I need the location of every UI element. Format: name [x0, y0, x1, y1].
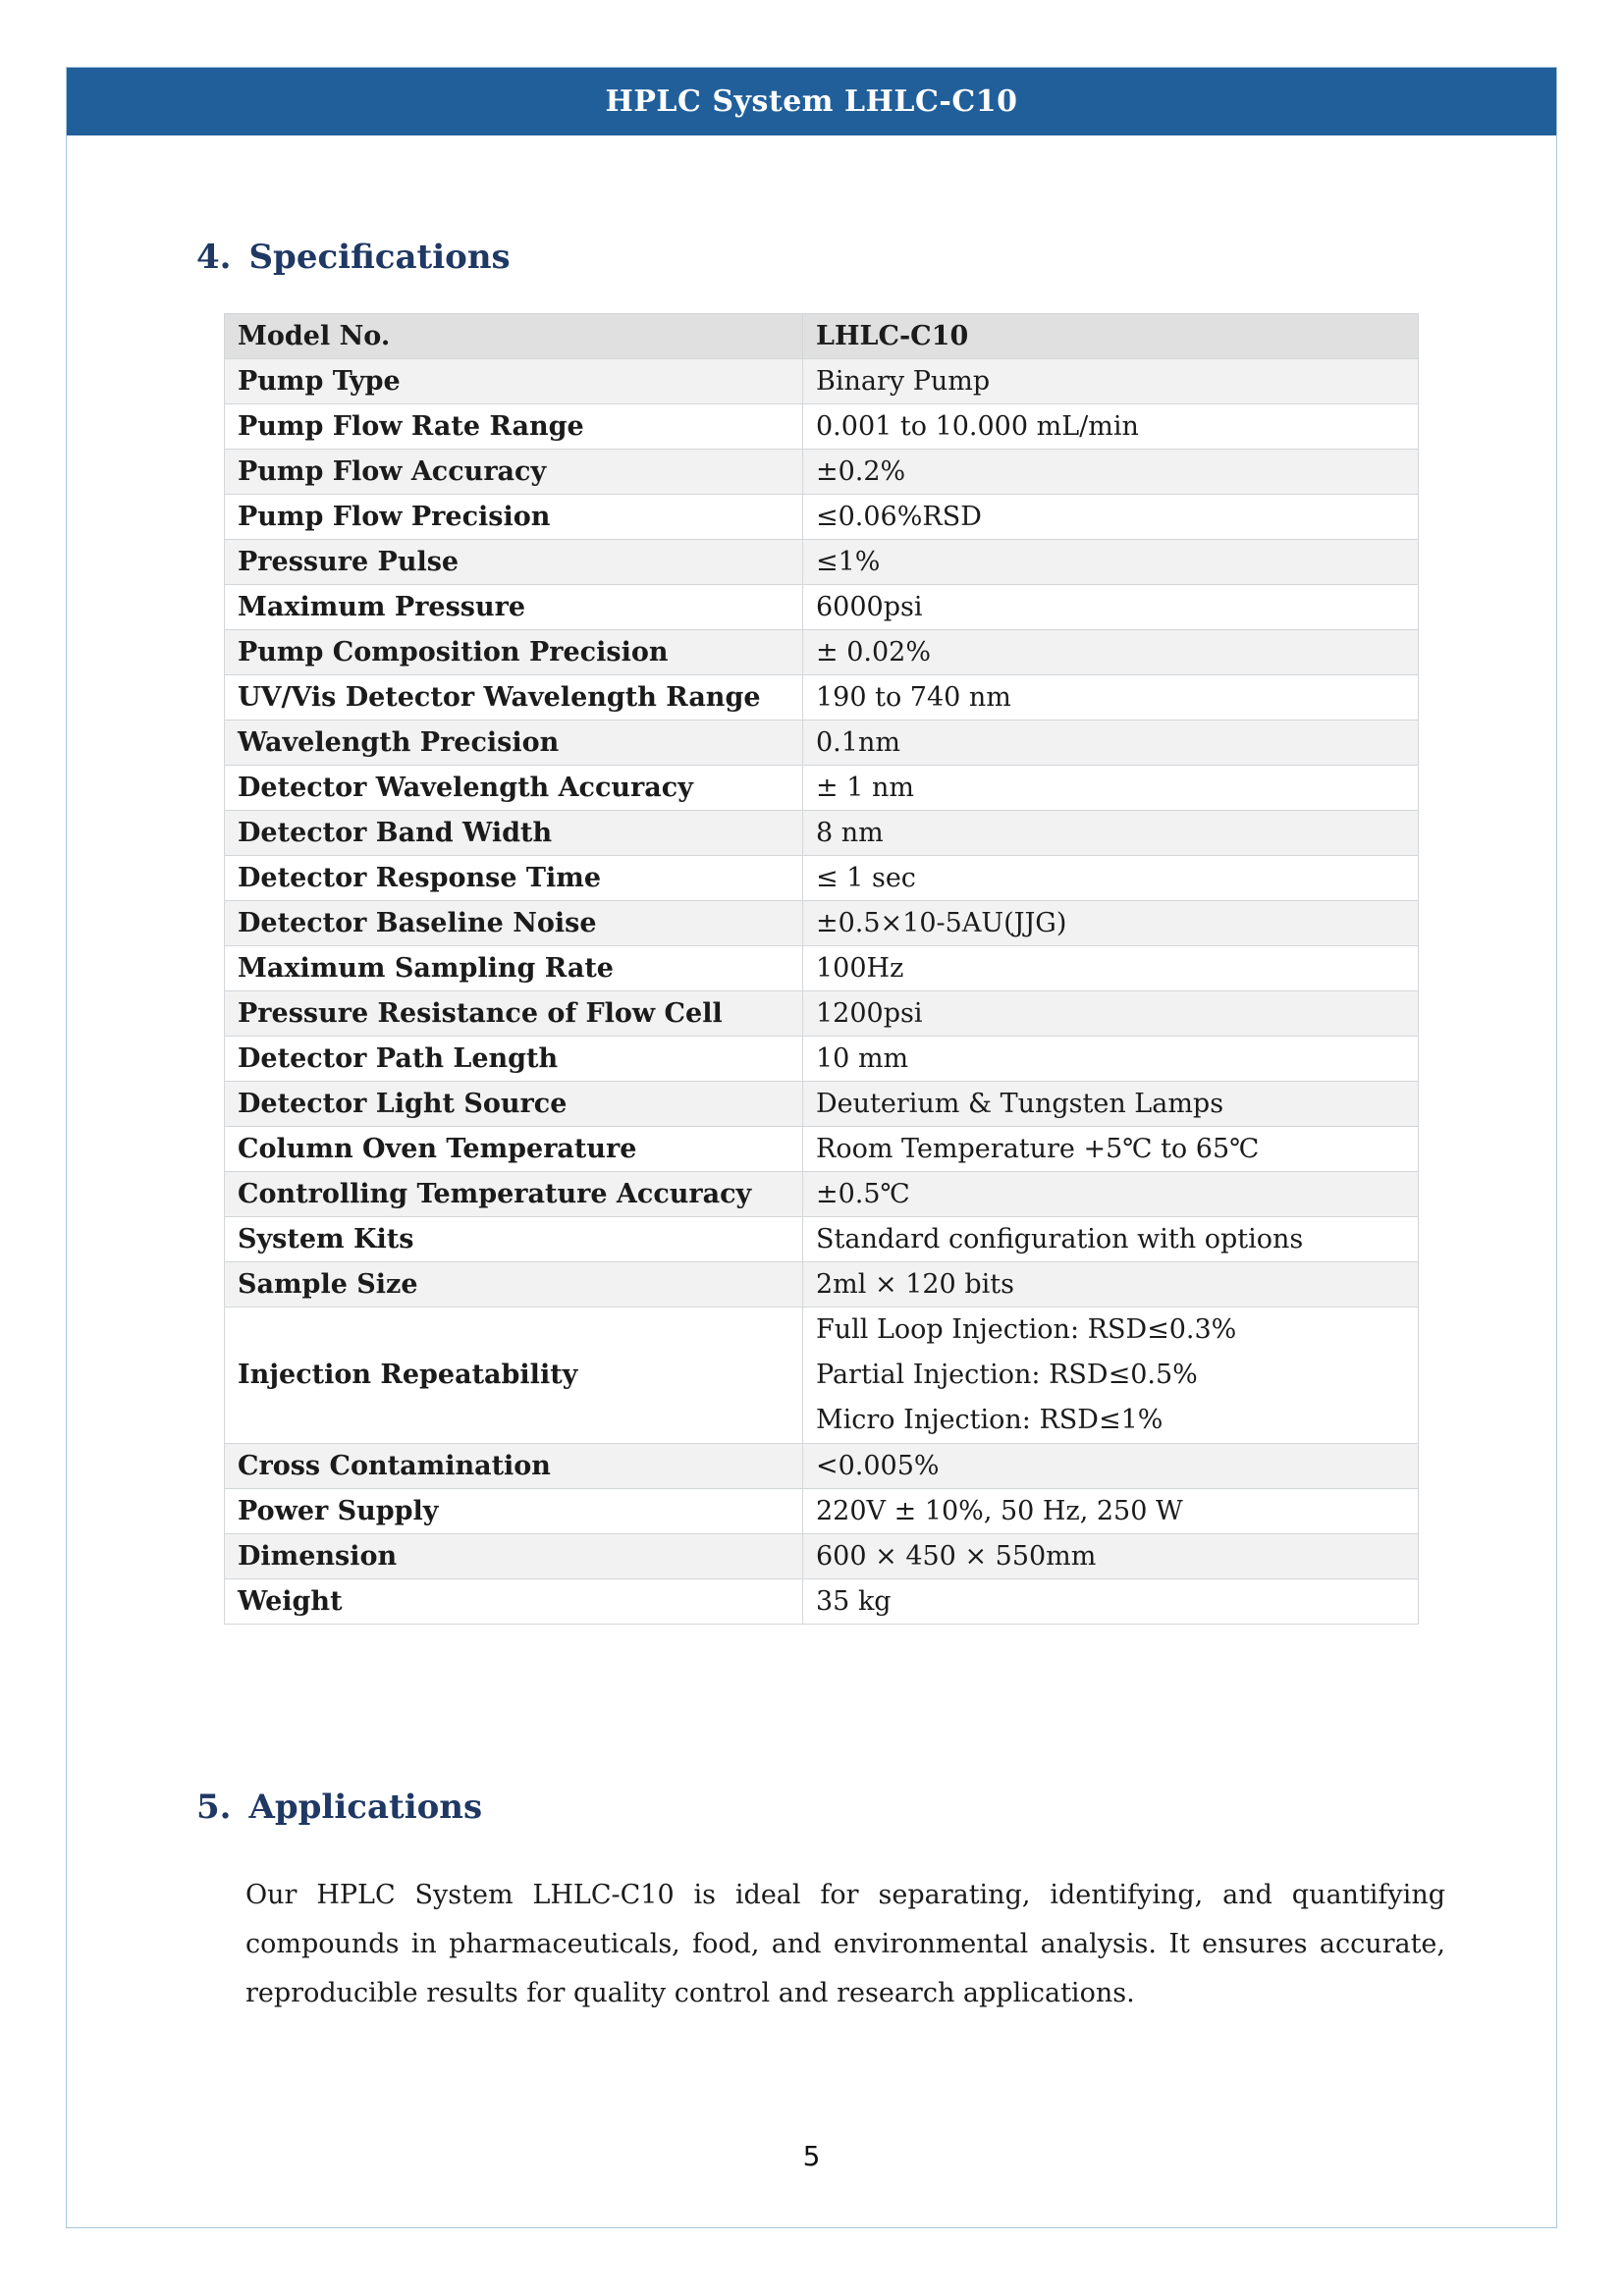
table-row [225, 1126, 1419, 1171]
spec-label: Column Oven Temperature [225, 1126, 803, 1171]
spec-label: Injection Repeatability [225, 1307, 803, 1443]
spec-value: ±0.5℃ [803, 1171, 1419, 1216]
table-row [225, 358, 1419, 403]
spec-value: Binary Pump [803, 358, 1419, 403]
table-row [225, 449, 1419, 494]
spec-value: 8 nm [803, 810, 1419, 855]
spec-value: 600 × 450 × 550mm [803, 1533, 1419, 1578]
table-row [225, 539, 1419, 584]
table-row [225, 945, 1419, 990]
table-row [225, 1171, 1419, 1216]
spec-value: ≤1% [803, 539, 1419, 584]
spec-label: Detector Light Source [225, 1081, 803, 1126]
section-number: 5. [196, 1787, 232, 1827]
spec-label: Detector Band Width [225, 810, 803, 855]
spec-value: 35 kg [803, 1578, 1419, 1624]
spec-value: <0.005% [803, 1443, 1419, 1488]
spec-value: ± 0.02% [803, 629, 1419, 674]
spec-label: Pressure Resistance of Flow Cell [225, 990, 803, 1036]
spec-value: Deuterium & Tungsten Lamps [803, 1081, 1419, 1126]
table-row [225, 403, 1419, 449]
spec-value-line: Micro Injection: RSD≤1% [816, 1404, 1164, 1435]
spec-value: ≤ 1 sec [803, 855, 1419, 900]
table-row [225, 1216, 1419, 1261]
table-header-label: Model No. [225, 313, 803, 358]
spec-value: 0.1nm [803, 720, 1419, 765]
spec-label: Wavelength Precision [225, 720, 803, 765]
document-header-bar [67, 68, 1556, 135]
spec-value: 190 to 740 nm [803, 674, 1419, 720]
spec-value: ≤0.06%RSD [803, 494, 1419, 539]
section-number: 4. [196, 238, 232, 277]
table-row [225, 810, 1419, 855]
section-title: Applications [248, 1787, 483, 1827]
spec-label: System Kits [225, 1216, 803, 1261]
table-row [225, 1488, 1419, 1533]
spec-value: 1200psi [803, 990, 1419, 1036]
spec-value-line: Partial Injection: RSD≤0.5% [816, 1359, 1198, 1390]
spec-value [803, 1307, 1419, 1443]
page-number: 5 [802, 2140, 821, 2172]
table-row [225, 674, 1419, 720]
table-row [225, 1443, 1419, 1488]
spec-label: Pump Flow Precision [225, 494, 803, 539]
spec-label: Controlling Temperature Accuracy [225, 1171, 803, 1216]
spec-label: Pump Composition Precision [225, 629, 803, 674]
table-row [225, 720, 1419, 765]
spec-label: Pump Type [225, 358, 803, 403]
spec-value: Standard configuration with options [803, 1216, 1419, 1261]
section-heading-applications [196, 1788, 1556, 1828]
document-page [66, 67, 1557, 2228]
table-row [225, 629, 1419, 674]
spec-value: Room Temperature +5℃ to 65℃ [803, 1126, 1419, 1171]
spec-value: 220V ± 10%, 50 Hz, 250 W [803, 1488, 1419, 1533]
spec-value: 10 mm [803, 1036, 1419, 1081]
spec-label: Maximum Sampling Rate [225, 945, 803, 990]
spec-label: Detector Path Length [225, 1036, 803, 1081]
spec-table-body [225, 358, 1419, 1624]
spec-label: Maximum Pressure [225, 584, 803, 629]
spec-value: ± 1 nm [803, 765, 1419, 810]
table-row [225, 855, 1419, 900]
spec-label: Pump Flow Rate Range [225, 403, 803, 449]
document-title: HPLC System LHLC-C10 [605, 84, 1018, 119]
table-row [225, 1036, 1419, 1081]
spec-value: 6000psi [803, 584, 1419, 629]
table-row [225, 1533, 1419, 1578]
table-row [225, 1081, 1419, 1126]
table-row [225, 765, 1419, 810]
table-row [225, 900, 1419, 945]
spec-label: Pressure Pulse [225, 539, 803, 584]
section-title: Specifications [248, 238, 511, 277]
table-row [225, 990, 1419, 1036]
spec-label: Detector Wavelength Accuracy [225, 765, 803, 810]
spec-value: 2ml × 120 bits [803, 1261, 1419, 1307]
spec-value: ±0.5×10-5AU(JJG) [803, 900, 1419, 945]
spec-label: Detector Baseline Noise [225, 900, 803, 945]
spec-value: 0.001 to 10.000 mL/min [803, 403, 1419, 449]
section-heading-specifications [196, 238, 1556, 278]
table-row [225, 1261, 1419, 1307]
spec-label: Power Supply [225, 1488, 803, 1533]
spec-label: UV/Vis Detector Wavelength Range [225, 674, 803, 720]
table-header-row [225, 313, 1419, 358]
spec-value: ±0.2% [803, 449, 1419, 494]
spec-label: Sample Size [225, 1261, 803, 1307]
spec-value-line: Full Loop Injection: RSD≤0.3% [816, 1313, 1237, 1345]
spec-label: Dimension [225, 1533, 803, 1578]
spec-label: Pump Flow Accuracy [225, 449, 803, 494]
table-row [225, 494, 1419, 539]
specifications-table [224, 313, 1419, 1625]
spec-label: Detector Response Time [225, 855, 803, 900]
table-row [225, 584, 1419, 629]
applications-paragraph: Our HPLC System LHLC-C10 is ideal for separating, identifying, and quantifying compounds in pharmaceuticals, food, and environmental analysis. It ensures accurate, reproducible results for quality control and research applications. [245, 1879, 1445, 2008]
spec-label: Weight [225, 1578, 803, 1624]
table-header-value: LHLC-C10 [803, 313, 1419, 358]
table-row [225, 1578, 1419, 1624]
spec-value: 100Hz [803, 945, 1419, 990]
table-row [225, 1307, 1419, 1443]
spec-label: Cross Contamination [225, 1443, 803, 1488]
